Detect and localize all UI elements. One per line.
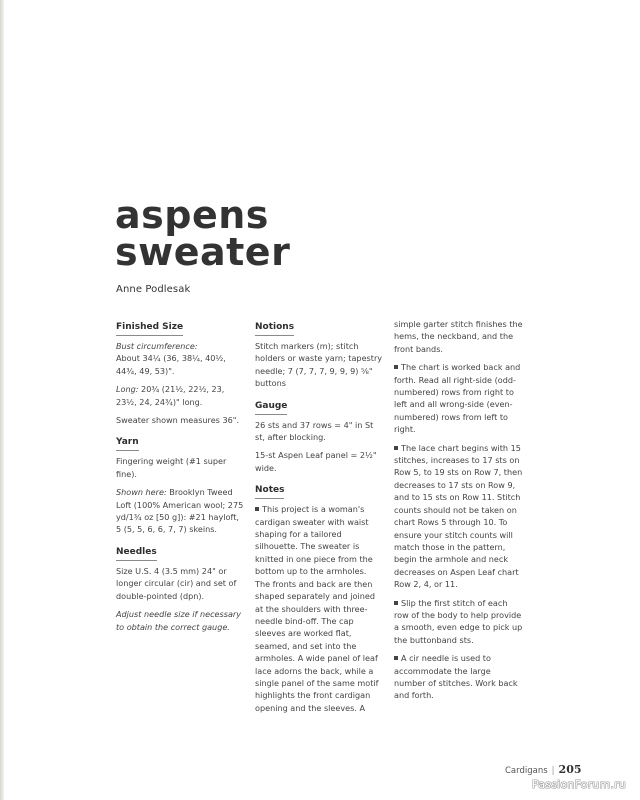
bust-value: About 34¼ (36, 38¼, 40½, 44¾, 49, 53)". bbox=[116, 353, 226, 376]
column-1 bbox=[116, 320, 246, 642]
note-3-text: The lace chart begins with 15 stitches, increases to 17 sts on Row 5, to 19 sts on Row 7, then decreases to 17 sts on Row 9, and to 15 sts on Row 11. Stitch counts should not be taken on chart Rows 5 through 10. To ensure your stitch counts will match those in the pattern, begin the armhole and neck decreases on Aspen Leaf chart Row 2, 4, or 11. bbox=[394, 442, 523, 590]
bullet-square-icon bbox=[255, 507, 259, 511]
finished-size-section bbox=[116, 320, 246, 426]
notions-heading: Notions bbox=[255, 322, 294, 336]
title-line-1: aspens bbox=[115, 193, 269, 237]
page-footer bbox=[505, 763, 582, 776]
note-1-text: This project is a woman's cardigan sweater with waist shaping for a tailored silhouette. The sweater is knitted in one piece from the bottom up to the armholes. The fronts and back are then shaped separately and joined at the shoulders with three-needle bind-off. The cap sleeves are worked flat, seamed, and set into the armholes. A wide panel of leaf lace adorns the back, while a single panel of the same motif highlights the front cardigan opening and the sleeves. A bbox=[255, 504, 379, 713]
yarn-shown-label: Shown here: bbox=[116, 487, 167, 498]
pattern-title bbox=[115, 193, 291, 274]
footer-separator: | bbox=[551, 766, 555, 776]
column-3 bbox=[394, 318, 524, 708]
yarn-shown-paragraph bbox=[116, 486, 246, 536]
column-2 bbox=[255, 320, 383, 723]
bust-paragraph bbox=[116, 340, 246, 377]
note-1 bbox=[255, 503, 383, 714]
needles-section bbox=[116, 545, 246, 633]
note-4-text: Slip the first stitch of each row of the body to help provide a smooth, even edge to pick up the buttonband sts. bbox=[394, 597, 523, 645]
note-4 bbox=[394, 597, 524, 647]
yarn-weight: Fingering weight (#1 super fine). bbox=[116, 456, 227, 479]
bullet-square-icon bbox=[394, 601, 398, 605]
bust-label: Bust circumference: bbox=[116, 341, 198, 351]
bullet-square-icon bbox=[394, 446, 398, 450]
gauge-line-1: 26 sts and 37 rows = 4" in St st, after blocking. bbox=[255, 419, 374, 443]
long-paragraph bbox=[116, 383, 246, 408]
notions-section bbox=[255, 320, 383, 390]
notes-section bbox=[255, 483, 383, 714]
watermark: PassionForum.ru bbox=[532, 778, 626, 791]
notions-text: Stitch markers (m); stitch holders or waste yarn; tapestry needle; 7 (7, 7, 7, 9, 9, 9) ⅝" buttons bbox=[255, 341, 383, 389]
yarn-heading: Yarn bbox=[116, 437, 139, 451]
shown-measure: Sweater shown measures 36". bbox=[116, 415, 240, 426]
long-value: 20¾ (21½, 22½, 23, 23½, 24, 24¾)" long. bbox=[116, 384, 225, 407]
long-label: Long: bbox=[116, 384, 139, 395]
notes-heading: Notes bbox=[255, 485, 284, 499]
note-3 bbox=[394, 442, 524, 591]
footer-section-name: Cardigans bbox=[505, 766, 548, 776]
note-2 bbox=[394, 361, 524, 435]
page-spine-shadow bbox=[0, 0, 4, 800]
note-5 bbox=[394, 652, 524, 702]
note-2-text: The chart is worked back and forth. Read all right-side (odd-numbered) rows from right to left and all wrong-side (even-numbered) rows from left to right. bbox=[394, 362, 521, 435]
gauge-line-2: 15-st Aspen Leaf panel = 2½" wide. bbox=[255, 450, 377, 473]
finished-size-heading: Finished Size bbox=[116, 322, 183, 336]
gauge-heading: Gauge bbox=[255, 401, 287, 415]
needle-size: Size U.S. 4 (3.5 mm) 24" or longer circular (cir) and set of double-pointed (dpn). bbox=[116, 565, 237, 601]
gauge-section bbox=[255, 399, 383, 475]
yarn-shown-value: Brooklyn Tweed Loft (100% American wool; 275 yd/1¾ oz [50 g]): #21 hayloft, 5 (5, 5, 6, 6, 7, 7) skeins. bbox=[116, 487, 244, 535]
needles-heading: Needles bbox=[116, 547, 157, 561]
bullet-square-icon bbox=[394, 656, 398, 660]
note-1-continued: simple garter stitch finishes the hems, the neckband, and the front bands. bbox=[394, 319, 523, 354]
title-line-2: sweater bbox=[115, 230, 291, 274]
note-5-text: A cir needle is used to accommodate the large number of stitches. Work back and forth. bbox=[394, 653, 518, 701]
page-number: 205 bbox=[558, 763, 582, 776]
author-name: Anne Podlesak bbox=[116, 284, 191, 295]
bullet-square-icon bbox=[394, 365, 398, 369]
needle-adjust-note: Adjust needle size if necessary to obtain the correct gauge. bbox=[116, 609, 242, 632]
yarn-section bbox=[116, 435, 246, 535]
